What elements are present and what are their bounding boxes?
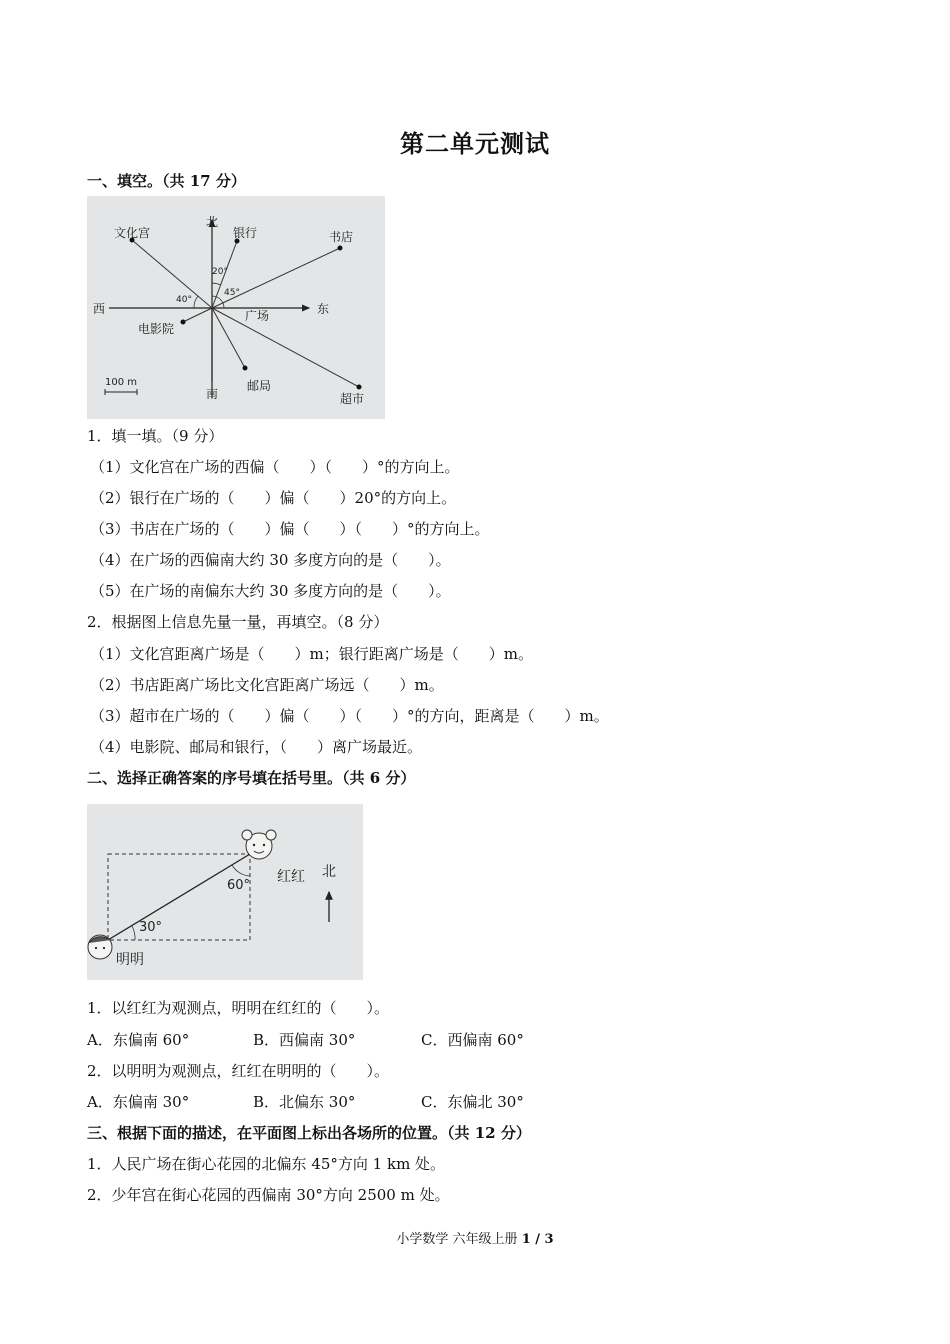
s2-q2-option-a: A．东偏南 30° xyxy=(87,1093,190,1111)
q1-item-1: （1）文化宫在广场的西偏（ ）（ ）°的方向上。 xyxy=(90,458,460,476)
section-2-heading: 二、选择正确答案的序号填在括号里。（共 6 分） xyxy=(87,769,416,787)
s2-q1-option-b: B．西偏南 30° xyxy=(253,1031,356,1049)
section-1-heading: 一、填空。（共 17 分） xyxy=(87,172,246,190)
label-angle-30: 30° xyxy=(139,920,163,935)
label-angle-60: 60° xyxy=(227,878,251,893)
s3-item-1: 1．人民广场在街心花园的北偏东 45°方向 1 km 处。 xyxy=(87,1155,446,1173)
point-market xyxy=(357,385,362,390)
q2-title: 2．根据图上信息先量一量，再填空。（8 分） xyxy=(87,613,389,631)
label-square: 广场 xyxy=(245,309,270,323)
label-angle-45: 45° xyxy=(224,288,240,298)
label-north: 北 xyxy=(206,215,219,229)
label-mingming: 明明 xyxy=(116,952,144,968)
label-south: 南 xyxy=(206,387,219,401)
s2-q1-option-a: A．东偏南 60° xyxy=(87,1031,190,1049)
page-title: 第二单元测试 xyxy=(400,129,550,158)
point-cinema xyxy=(181,320,186,325)
ray-cinema xyxy=(183,308,212,322)
q1-item-2: （2）银行在广场的（ ）偏（ ）20°的方向上。 xyxy=(90,489,457,507)
label-east: 东 xyxy=(317,302,330,316)
observation-figure xyxy=(87,804,363,980)
label-north-2: 北 xyxy=(322,864,336,880)
q2-item-4: （4）电影院、邮局和银行，（ ）离广场最近。 xyxy=(90,738,423,756)
q1-item-3: （3）书店在广场的（ ）偏（ ）（ ）°的方向上。 xyxy=(90,520,490,538)
label-honghong: 红红 xyxy=(277,869,305,885)
label-post: 邮局 xyxy=(247,379,272,393)
section-3-heading: 三、根据下面的描述，在平面图上标出各场所的位置。（共 12 分） xyxy=(87,1124,531,1142)
mingming-icon xyxy=(88,935,112,959)
s2-q2-option-b: B．北偏东 30° xyxy=(253,1093,356,1111)
label-scale: 100 m xyxy=(105,377,138,388)
s3-item-2: 2．少年宫在街心花园的西偏南 30°方向 2500 m 处。 xyxy=(87,1186,450,1204)
page-number: 1 / 3 xyxy=(521,1232,554,1247)
point-post xyxy=(243,366,248,371)
s2-q2-stem: 2．以明明为观测点，红红在明明的（ ）。 xyxy=(87,1062,390,1080)
s2-q2-option-c: C．东偏北 30° xyxy=(421,1093,524,1111)
label-angle-40: 40° xyxy=(176,295,192,305)
direction-map-figure xyxy=(87,196,385,419)
sight-line xyxy=(108,854,250,940)
label-bank: 银行 xyxy=(233,226,258,240)
label-market: 超市 xyxy=(340,392,365,406)
label-angle-20: 20° xyxy=(212,267,228,277)
ray-wenhuagong xyxy=(132,240,212,308)
q1-item-4: （4）在广场的西偏南大约 30 多度方向的是（ ）。 xyxy=(90,551,451,569)
label-west: 西 xyxy=(93,302,106,316)
point-bookstore xyxy=(338,246,343,251)
footer-text: 小学数学 六年级上册 xyxy=(396,1232,522,1247)
label-bookstore: 书店 xyxy=(329,230,354,244)
q1-title: 1．填一填。（9 分） xyxy=(87,427,224,445)
page-footer xyxy=(0,1228,950,1247)
q2-item-3: （3）超市在广场的（ ）偏（ ）（ ）°的方向，距离是（ ）m。 xyxy=(90,707,609,725)
s2-q1-stem: 1．以红红为观测点，明明在红红的（ ）。 xyxy=(87,999,390,1017)
honghong-icon xyxy=(242,830,276,859)
s2-q1-option-c: C．西偏南 60° xyxy=(421,1031,524,1049)
q2-item-2: （2）书店距离广场比文化宫距离广场远（ ）m。 xyxy=(90,676,444,694)
q1-item-5: （5）在广场的南偏东大约 30 多度方向的是（ ）。 xyxy=(90,582,451,600)
label-cinema: 电影院 xyxy=(138,322,175,336)
label-wenhuagong: 文化宫 xyxy=(114,226,151,240)
q2-item-1: （1）文化宫距离广场是（ ）m；银行距离广场是（ ）m。 xyxy=(90,645,533,663)
